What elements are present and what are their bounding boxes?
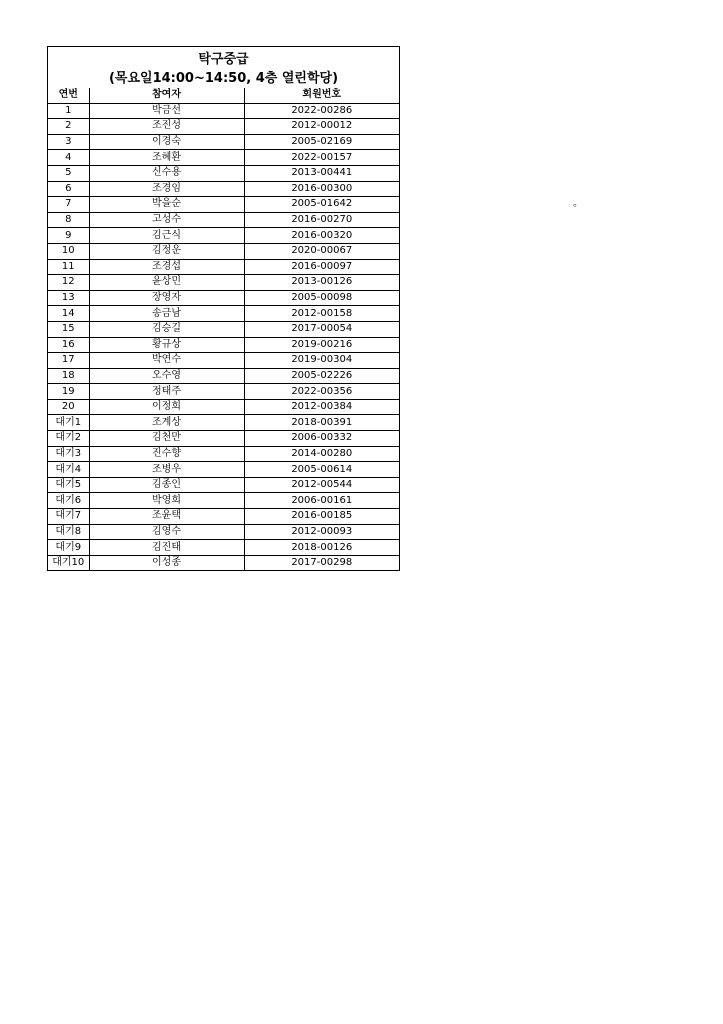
cell-number: 대기6 <box>48 493 89 509</box>
cell-member-id: 2017-00298 <box>244 555 399 570</box>
table-row <box>48 399 399 415</box>
cell-number: 대기3 <box>48 446 89 462</box>
table-row <box>48 197 399 213</box>
cell-member-id: 2016-00320 <box>244 228 399 244</box>
cell-number: 19 <box>48 384 89 400</box>
table-row <box>48 119 399 135</box>
cell-member-id: 2012-00012 <box>244 119 399 135</box>
cell-participant: 박연수 <box>89 353 244 369</box>
cell-number: 11 <box>48 259 89 275</box>
table-row <box>48 212 399 228</box>
table-row <box>48 321 399 337</box>
cell-number: 14 <box>48 306 89 322</box>
cell-number: 대기8 <box>48 524 89 540</box>
cell-number: 3 <box>48 134 89 150</box>
table-row <box>48 431 399 447</box>
table-row <box>48 228 399 244</box>
cell-participant: 김근식 <box>89 228 244 244</box>
cell-number: 13 <box>48 290 89 306</box>
cell-member-id: 2022-00286 <box>244 103 399 119</box>
table-row <box>48 290 399 306</box>
table-row <box>48 509 399 525</box>
cell-member-id: 2006-00332 <box>244 431 399 447</box>
cell-member-id: 2005-02169 <box>244 134 399 150</box>
cell-member-id: 2005-00614 <box>244 462 399 478</box>
cell-number: 대기4 <box>48 462 89 478</box>
table-row <box>48 165 399 181</box>
table-row <box>48 446 399 462</box>
table-row <box>48 150 399 166</box>
cell-participant: 조윤택 <box>89 509 244 525</box>
cell-number: 대기7 <box>48 509 89 525</box>
cell-number: 9 <box>48 228 89 244</box>
cell-member-id: 2013-00126 <box>244 275 399 291</box>
table-row <box>48 477 399 493</box>
cell-member-id: 2005-02226 <box>244 368 399 384</box>
cell-number: 12 <box>48 275 89 291</box>
stray-mark: 。 <box>573 198 583 209</box>
cell-number: 2 <box>48 119 89 135</box>
cell-number: 4 <box>48 150 89 166</box>
cell-number: 17 <box>48 353 89 369</box>
cell-member-id: 2012-00093 <box>244 524 399 540</box>
cell-number: 대기5 <box>48 477 89 493</box>
cell-number: 대기1 <box>48 415 89 431</box>
cell-member-id: 2013-00441 <box>244 165 399 181</box>
cell-member-id: 2017-00054 <box>244 321 399 337</box>
table-row <box>48 243 399 259</box>
cell-number: 대기10 <box>48 555 89 570</box>
cell-number: 5 <box>48 165 89 181</box>
cell-member-id: 2019-00216 <box>244 337 399 353</box>
cell-number: 8 <box>48 212 89 228</box>
cell-member-id: 2005-01642 <box>244 197 399 213</box>
cell-number: 10 <box>48 243 89 259</box>
table-row <box>48 353 399 369</box>
cell-participant: 박을순 <box>89 197 244 213</box>
cell-number: 7 <box>48 197 89 213</box>
table-row <box>48 555 399 570</box>
table-row <box>48 134 399 150</box>
table-row <box>48 275 399 291</box>
cell-member-id: 2016-00300 <box>244 181 399 197</box>
cell-member-id: 2014-00280 <box>244 446 399 462</box>
table-row <box>48 368 399 384</box>
cell-number: 18 <box>48 368 89 384</box>
cell-participant: 김영수 <box>89 524 244 540</box>
cell-participant: 오수영 <box>89 368 244 384</box>
table-row <box>48 181 399 197</box>
cell-participant: 신수용 <box>89 165 244 181</box>
table-row <box>48 415 399 431</box>
page-title: 탁구중급 <box>198 52 249 67</box>
cell-member-id: 2016-00097 <box>244 259 399 275</box>
cell-member-id: 2019-00304 <box>244 353 399 369</box>
cell-participant: 김천만 <box>89 431 244 447</box>
table-row <box>48 493 399 509</box>
cell-participant: 조경임 <box>89 181 244 197</box>
cell-member-id: 2012-00544 <box>244 477 399 493</box>
cell-member-id: 2022-00157 <box>244 150 399 166</box>
cell-participant: 김종인 <box>89 477 244 493</box>
cell-participant: 김진태 <box>89 540 244 556</box>
roster-sheet <box>47 46 400 571</box>
cell-participant: 장영자 <box>89 290 244 306</box>
cell-member-id: 2006-00161 <box>244 493 399 509</box>
page-subtitle: (목요일14:00~14:50, 4층 열린학당) <box>108 71 339 86</box>
cell-participant: 조병우 <box>89 462 244 478</box>
cell-number: 대기9 <box>48 540 89 556</box>
cell-participant: 조진성 <box>89 119 244 135</box>
roster-body <box>48 103 399 570</box>
column-header-participant: 참여자 <box>89 88 244 103</box>
cell-member-id: 2018-00126 <box>244 540 399 556</box>
table-row <box>48 384 399 400</box>
title-block <box>48 47 399 88</box>
cell-member-id: 2020-00067 <box>244 243 399 259</box>
cell-participant: 박영희 <box>89 493 244 509</box>
cell-number: 20 <box>48 399 89 415</box>
cell-participant: 김승길 <box>89 321 244 337</box>
cell-participant: 김정운 <box>89 243 244 259</box>
roster-table <box>48 88 399 570</box>
cell-member-id: 2005-00098 <box>244 290 399 306</box>
cell-participant: 이경숙 <box>89 134 244 150</box>
cell-member-id: 2018-00391 <box>244 415 399 431</box>
cell-number: 6 <box>48 181 89 197</box>
cell-participant: 진수향 <box>89 446 244 462</box>
cell-participant: 윤상민 <box>89 275 244 291</box>
cell-participant: 정태주 <box>89 384 244 400</box>
cell-member-id: 2012-00384 <box>244 399 399 415</box>
cell-member-id: 2012-00158 <box>244 306 399 322</box>
cell-member-id: 2016-00270 <box>244 212 399 228</box>
cell-participant: 조경섭 <box>89 259 244 275</box>
cell-number: 15 <box>48 321 89 337</box>
cell-member-id: 2022-00356 <box>244 384 399 400</box>
table-row <box>48 524 399 540</box>
cell-participant: 조혜환 <box>89 150 244 166</box>
cell-participant: 황규상 <box>89 337 244 353</box>
cell-number: 16 <box>48 337 89 353</box>
header-row <box>48 88 399 103</box>
table-row <box>48 540 399 556</box>
cell-participant: 박금선 <box>89 103 244 119</box>
table-row <box>48 462 399 478</box>
table-row <box>48 259 399 275</box>
cell-participant: 송금남 <box>89 306 244 322</box>
cell-member-id: 2016-00185 <box>244 509 399 525</box>
column-header-number: 연번 <box>58 89 78 101</box>
column-header-member-id: 회원번호 <box>244 88 399 103</box>
table-row <box>48 337 399 353</box>
table-row <box>48 306 399 322</box>
cell-participant: 이성종 <box>89 555 244 570</box>
cell-participant: 이정희 <box>89 399 244 415</box>
cell-participant: 고성수 <box>89 212 244 228</box>
cell-number: 1 <box>48 103 89 119</box>
cell-number: 대기2 <box>48 431 89 447</box>
table-row <box>48 103 399 119</box>
cell-participant: 조계상 <box>89 415 244 431</box>
